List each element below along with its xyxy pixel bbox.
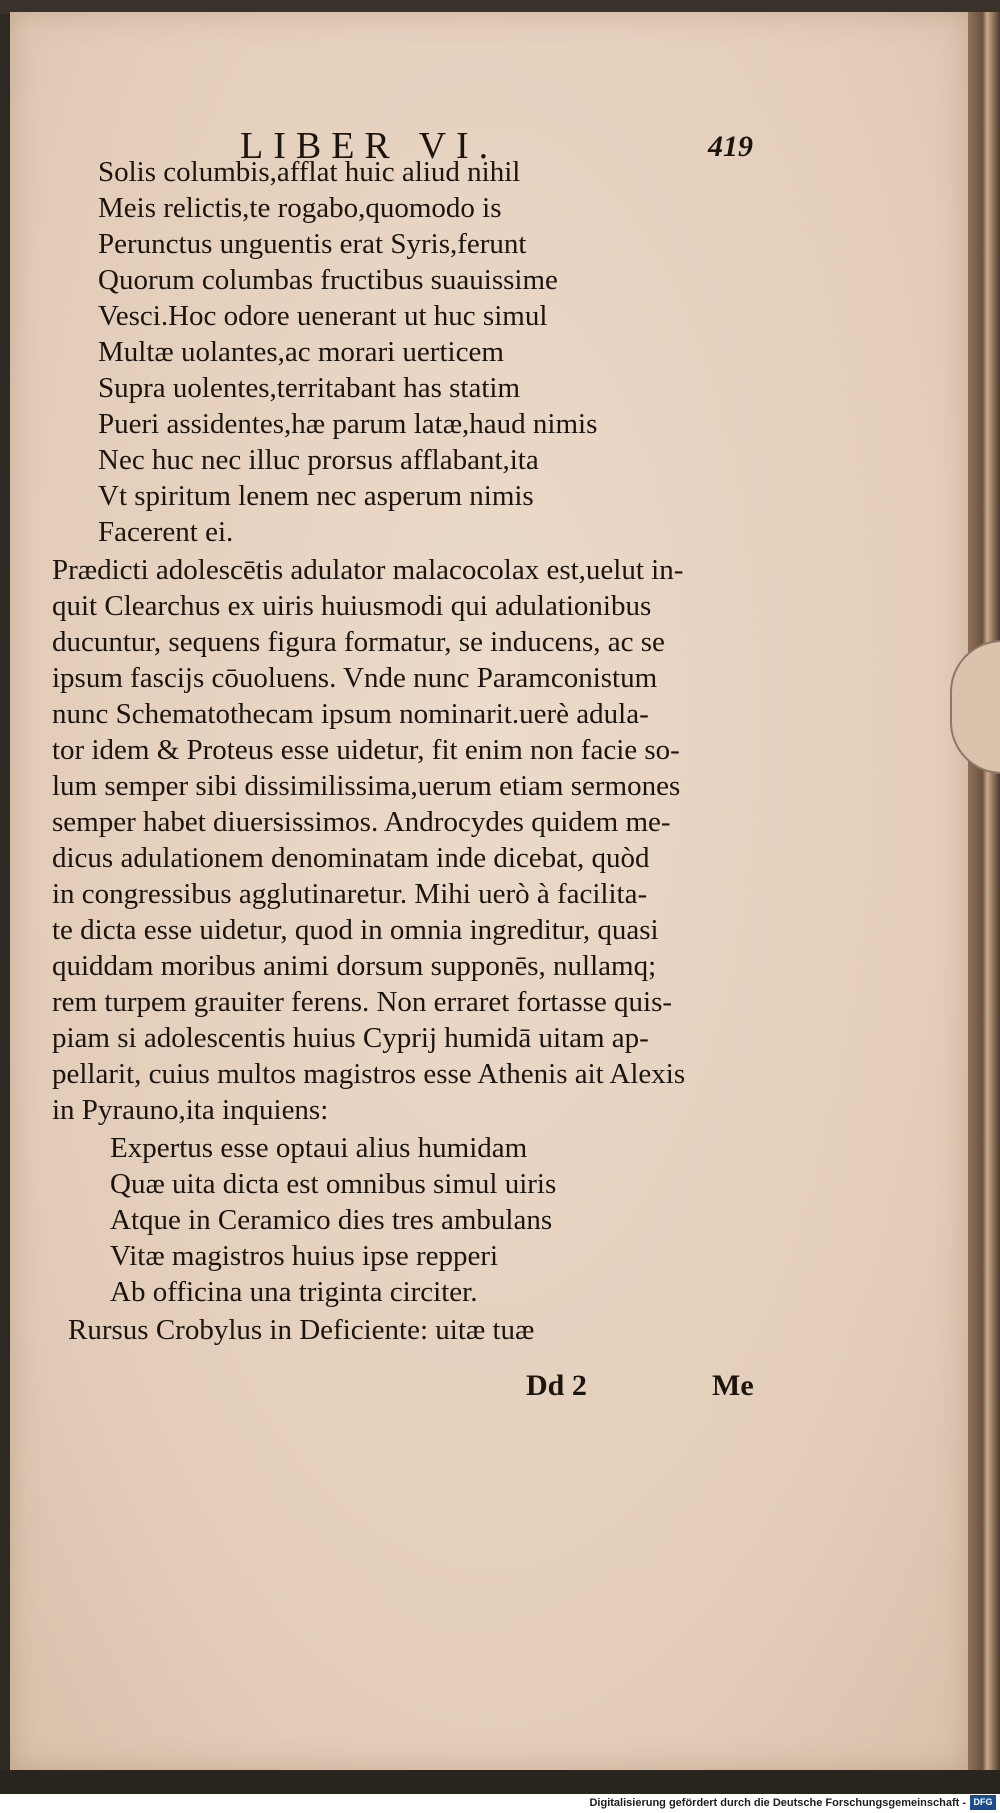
footer-dark-strip	[0, 1770, 1000, 1794]
prose-line: dicus adulationem denominatam inde dicebat, quòd	[52, 842, 650, 874]
page-number: 419	[708, 130, 753, 163]
dfg-logo-icon: DFG	[970, 1795, 996, 1810]
prose-line: nunc Schematothecam ipsum nominarit.uerè adula-	[52, 698, 649, 730]
verse-line: Pueri assidentes,hæ parum latæ,haud nimis	[98, 408, 598, 440]
verse-line: Atque in Ceramico dies tres ambulans	[110, 1204, 553, 1236]
signature-mark: Dd 2	[526, 1369, 587, 1402]
verse-line: Supra uolentes,territabant has statim	[98, 372, 521, 404]
verse-line: Solis columbis,afflat huic aliud nihil	[98, 156, 521, 188]
prose-line: Prædicti adolescētis adulator malacocolax est,uelut in-	[52, 554, 684, 586]
prose-line: rem turpem grauiter ferens. Non erraret fortasse quis-	[52, 986, 673, 1018]
verse-line: Expertus esse optaui alius humidam	[110, 1132, 528, 1164]
verse-line: Perunctus unguentis erat Syris,ferunt	[98, 228, 527, 260]
verse-line: Facerent ei.	[98, 516, 234, 548]
prose-line: quit Clearchus ex uiris huiusmodi qui adulationibus	[52, 590, 652, 622]
digitization-credit: Digitalisierung gefördert durch die Deutsche Forschungsgemeinschaft -	[589, 1797, 966, 1809]
verse-line: Nec huc nec illuc prorsus afflabant,ita	[98, 444, 539, 476]
prose-line: lum semper sibi dissimilissima,uerum etiam sermones	[52, 770, 681, 802]
prose-line: in congressibus agglutinaretur. Mihi uerò à facilita-	[52, 878, 648, 910]
verse-line: Ab officina una triginta circiter.	[110, 1276, 478, 1308]
page-edge-shadow	[968, 12, 1000, 1770]
prose-line: pellarit, cuius multos magistros esse Athenis ait Alexis	[52, 1058, 686, 1090]
prose-line: semper habet diuersissimos. Androcydes quidem me-	[52, 806, 671, 838]
verse-line: Quorum columbas fructibus suauissime	[98, 264, 558, 296]
prose-line: piam si adolescentis huius Cyprij humidā uitam ap-	[52, 1022, 649, 1054]
footer-band	[0, 1770, 1000, 1813]
verse-line: Quæ uita dicta est omnibus simul uiris	[110, 1168, 557, 1200]
prose-line: tor idem & Proteus esse uidetur, fit enim non facie so-	[52, 734, 680, 766]
prose-line: in Pyrauno,ita inquiens:	[52, 1094, 329, 1126]
prose-line: ducuntur, sequens figura formatur, se inducens, ac se	[52, 626, 665, 658]
verse-line: Meis relictis,te rogabo,quomodo is	[98, 192, 502, 224]
verse-line: Vesci.Hoc odore uenerant ut huc simul	[98, 300, 548, 332]
prose-line: quiddam moribus animi dorsum supponēs, nullamq;	[52, 950, 657, 982]
verse-line: Vitæ magistros huius ipse repperi	[110, 1240, 499, 1272]
book-page	[10, 12, 968, 1770]
prose-line: Rursus Crobylus in Deficiente: uitæ tuæ	[68, 1314, 535, 1346]
verse-line: Multæ uolantes,ac morari uerticem	[98, 336, 504, 368]
running-head: LIBER VI.	[240, 125, 499, 167]
prose-line: te dicta esse uidetur, quod in omnia ingreditur, quasi	[52, 914, 659, 946]
verse-line: Vt spiritum lenem nec asperum nimis	[98, 480, 534, 512]
prose-line: ipsum fascijs cōuoluens. Vnde nunc Paramconistum	[52, 662, 658, 694]
catchword: Me	[712, 1369, 754, 1402]
